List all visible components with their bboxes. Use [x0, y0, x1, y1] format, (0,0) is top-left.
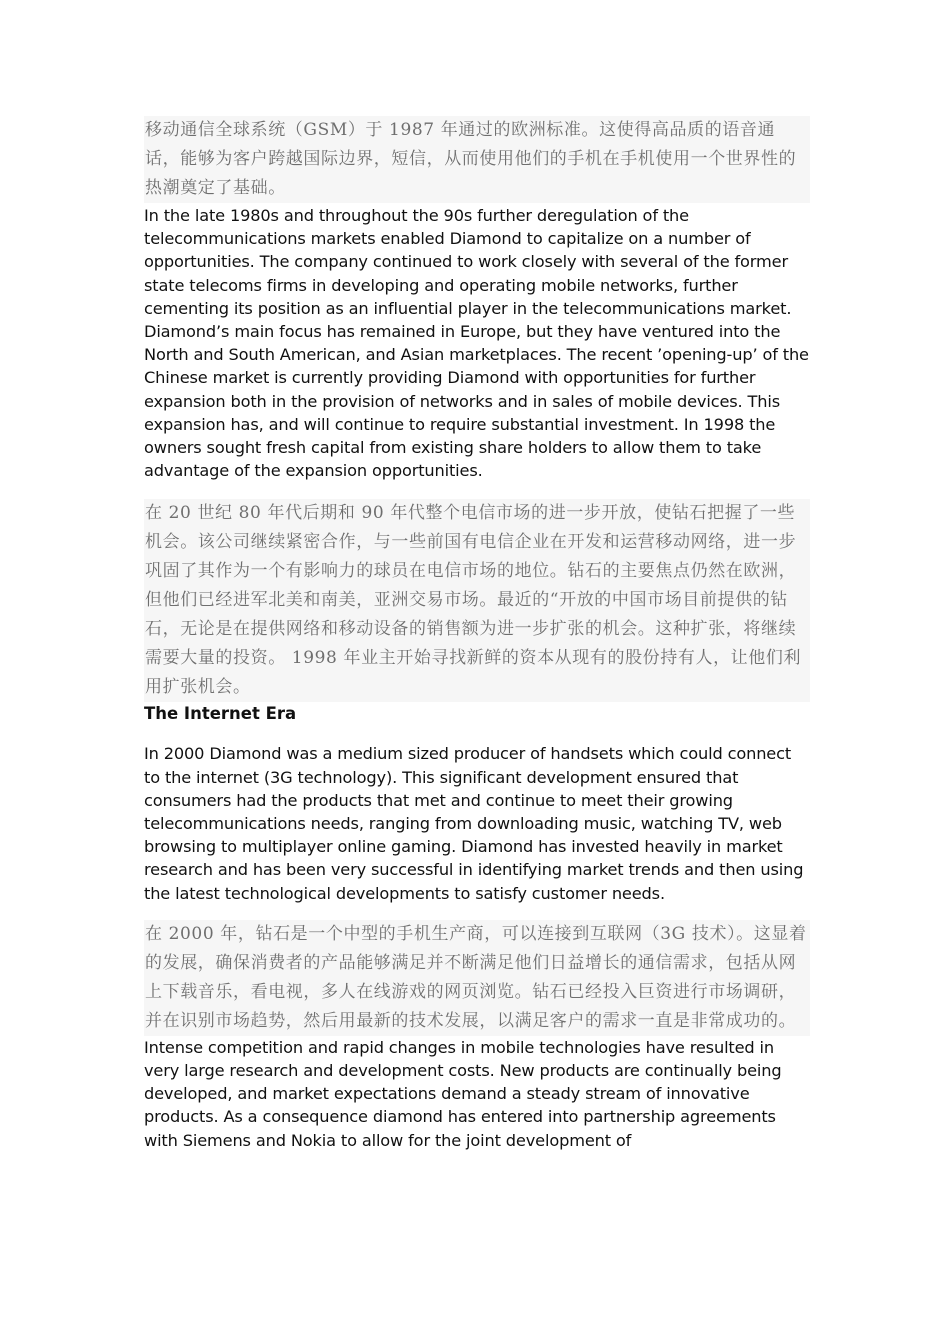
english-paragraph-internet: In 2000 Diamond was a medium sized producer of handsets which could connect to the internet (3G technology). This significant development ensured that consumers had the products that met and continue to meet their growing telecommunications needs, ranging from downloading music, watching TV, web browsing to multiplayer online gaming. Diamond has invested heavily in market research and has been very successful in identifying market trends and then using the latest technological developments to satisfy customer needs. — [144, 744, 804, 903]
english-paragraph-deregulation: In the late 1980s and throughout the 90s further deregulation of the telecommunications markets enabled Diamond to capitalize on a number of opportunities. The company continued to work closely with several of the former state telecoms firms in developing and operating mobile networks, further cementing its position as an influential player in the telecommunications market. Diamond’s main focus has remained in Europe, but they have ventured into the North and South American, and Asian marketplaces. The recent ’opening-up’ of the Chinese market is currently providing Diamond with opportunities for further expansion both in the provision of networks and in sales of mobile devices. This expansion has, and will continue to require substantial investment. In 1998 the owners sought fresh capital from existing share holders to allow them to take advantage of the expansion opportunities. — [144, 206, 809, 481]
section-heading-internet-era: The Internet Era — [144, 704, 297, 724]
english-paragraph-competition: Intense competition and rapid changes in mobile technologies have resulted in very large research and development costs. New products are continually being developed, and market expectations demand a steady stream of innovative products. As a consequence diamond has entered into partnership agreements with Siemens and Nokia to allow for the joint development of — [144, 1037, 782, 1150]
chinese-paragraph-internet: 在 2000 年，钻石是一个中型的手机生产商，可以连接到互联网（3G 技术）。这显着的发展，确保消费者的产品能够满足并不断满足他们日益增长的通信需求，包括从网上下载音乐，看电视，多人在线游戏的网页浏览。钻石已经投入巨资进行市场调研，并在识别市场趋势，然后用最新的技术发展，以满足客户的需求一直是非常成功的。 — [144, 920, 810, 1036]
chinese-paragraph-gsm: 移动通信全球系统（GSM）于 1987 年通过的欧洲标准。这使得高品质的语音通话，能够为客户跨越国际边界，短信，从而使用他们的手机在手机使用一个世界性的热潮奠定了基础。 — [144, 116, 810, 203]
chinese-paragraph-deregulation: 在 20 世纪 80 年代后期和 90 年代整个电信市场的进一步开放，使钻石把握了一些机会。该公司继续紧密合作，与一些前国有电信企业在开发和运营移动网络，进一步巩固了其作为一个有影响力的球员在电信市场的地位。钻石的主要焦点仍然在欧洲，但他们已经进军北美和南美，亚洲交易市场。最近的“开放的中国市场目前提供的钻石，无论是在提供网络和移动设备的销售额为进一步扩张的机会。这种扩张，将继续需要大量的投资。 1998 年业主开始寻找新鲜的资本从现有的股份持有人，让他们利用扩张机会。 — [144, 499, 810, 702]
document-page — [144, 116, 810, 1152]
